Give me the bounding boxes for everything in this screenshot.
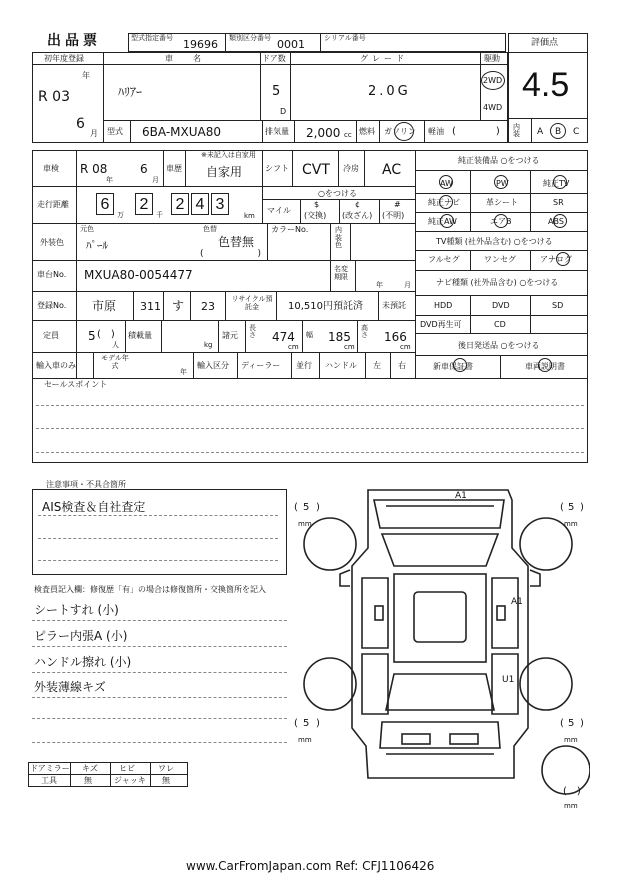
sales-point-label: セールスポイント (44, 380, 108, 389)
fuel-label: 燃料 (359, 127, 375, 136)
equip-genuine-aw: 純正AW (428, 217, 457, 226)
fuel-value: ガソリン (384, 127, 416, 136)
missing-value: 無 (162, 776, 170, 785)
missing-header: ドアミラー (30, 764, 70, 773)
first-reg-month: 6 (76, 116, 85, 132)
color-no-label: カラーNo. (271, 225, 309, 234)
equip-aw: AW (440, 179, 453, 188)
alter-option: (改ざん) (342, 211, 373, 220)
notes-title: 注意事項・不具合箇所 (46, 480, 126, 489)
equip-leather: 革シート (486, 198, 518, 207)
color-label: 外装色 (40, 238, 64, 247)
use-value: 自家用 (206, 165, 243, 179)
missing-value: ジャッキ (114, 776, 146, 785)
interior-color-label: 内装色 (335, 226, 342, 250)
tire-rl-depth: 5 (303, 718, 310, 729)
car-name-value: ﾊﾘｱｰ (118, 85, 143, 99)
use-label: 車歴 (166, 164, 182, 173)
parallel-option: 並行 (296, 361, 312, 370)
displacement-value: 2,000 (306, 126, 341, 140)
mileage-digit: 6 (96, 193, 114, 215)
drive-2wd: 2WD (483, 76, 503, 85)
handle-label: ハンドル (325, 361, 357, 370)
grade-value: 4.5 (522, 66, 570, 104)
color-value: ﾊﾟｰﾙ (86, 239, 108, 252)
name-change-label: 名変期限 (334, 265, 348, 282)
handle-left: 左 (373, 361, 381, 370)
fuel-mark (394, 122, 414, 141)
tv-analog: アナログ (540, 255, 572, 264)
height-value: 166 (384, 330, 407, 344)
import-class-label: 輸入区分 (197, 361, 229, 370)
dealer-option: ディーラー (241, 361, 281, 370)
missing-header: ヒビ (119, 764, 135, 773)
kata-label: 型式指定番号 (131, 34, 173, 42)
interior-label: 内装 (513, 123, 520, 138)
missing-header: ワレ (158, 764, 174, 773)
interior-mark (550, 123, 566, 139)
shaken-year: R 08 (80, 162, 108, 176)
navi-cd: CD (494, 320, 506, 329)
load-label: 積載量 (128, 331, 152, 340)
displacement-label: 排気量 (265, 127, 289, 136)
ac-label: 冷房 (343, 164, 359, 173)
sheet-title: 出品票 (47, 33, 101, 49)
rui-value: 0001 (277, 38, 305, 51)
grade-col-value: 2.0G (368, 84, 411, 99)
inspector-line-2: ピラー内張A (小) (34, 629, 128, 643)
chassis-value: MXUA80-0054477 (84, 268, 193, 282)
rui-label: 類別区分番号 (229, 34, 271, 42)
length-value: 474 (272, 330, 295, 344)
diesel-label: 軽油 (428, 127, 444, 136)
drive-2wd-mark (481, 71, 505, 90)
navi-sd: SD (552, 301, 564, 310)
navi-dvd-play: DVD再生可 (420, 320, 462, 329)
inspector-title: 検査員記入欄：修復歴「有」の場合は修復箇所・交換箇所を記入 (34, 585, 266, 594)
navi-hdd: HDD (434, 301, 453, 310)
reg-num: 311 (140, 300, 161, 313)
missing-value: 工具 (41, 776, 57, 785)
inspector-line-4: 外装薄線キズ (34, 680, 106, 694)
mileage-label: 走行距離 (37, 200, 69, 209)
equip-navi: 純正ナビ (428, 198, 460, 207)
inspector-line-1: シートすれ (小) (34, 603, 119, 617)
tv-title: TV種類 (社外品含む) ○をつける (436, 237, 553, 246)
model-value: 6BA-MXUA80 (142, 125, 221, 139)
damage-mark-side: A1 (511, 597, 523, 607)
navi-title: ナビ種類 (社外品含む) ○をつける (436, 278, 559, 287)
ac-value: AC (382, 162, 402, 178)
unpaid-label: 未預託 (382, 301, 406, 310)
color-change-value: 色替無 (218, 235, 255, 249)
first-reg-label: 初年度登録 (44, 54, 84, 63)
tv-fullseg: フルセグ (428, 255, 460, 264)
later-title: 後日発送品 ○をつける (458, 341, 540, 350)
capacity-value: 5 (88, 329, 96, 343)
door-value: 5 (272, 84, 281, 99)
recycle-value: 10,510円預託済 (288, 301, 363, 312)
model-year-label: モデル年式 (101, 354, 129, 370)
grade-label: 評価点 (531, 38, 559, 48)
car-name-label: 車 名 (165, 54, 207, 63)
tv-oneseg: ワンセグ (484, 255, 516, 264)
reg-kana: す (172, 299, 185, 313)
serial-label: シリアル番号 (324, 34, 366, 42)
recycle-label: リサイクル預託金 (231, 295, 273, 312)
shift-label: シフト (265, 164, 289, 173)
missing-value: 無 (84, 776, 92, 785)
footer-ref: www.CarFromJapan.com Ref: CFJ1106426 (186, 859, 435, 873)
tire-rr-depth: 5 (568, 718, 575, 729)
reg-city: 市原 (92, 299, 117, 313)
door-label: ドア数 (262, 54, 286, 63)
tire-fr-depth: 5 (568, 502, 575, 513)
kata-value: 19696 (183, 38, 218, 51)
equip-tv: 純正TV (543, 179, 570, 188)
grade-col-label: グレード (360, 54, 408, 63)
unknown-option: (不明) (382, 211, 405, 220)
mileage-digit: 3 (211, 193, 229, 215)
reg-no: 23 (201, 300, 215, 313)
handle-right: 右 (398, 361, 406, 370)
reg-label: 登録No. (37, 301, 67, 310)
damage-mark-front: A1 (455, 491, 467, 501)
model-label: 型式 (107, 127, 123, 136)
missing-header: キズ (82, 764, 98, 773)
equip-abs: ABS (548, 217, 564, 226)
shift-value: CVT (302, 162, 330, 178)
mileage-digit: 2 (171, 193, 189, 215)
navi-dvd: DVD (492, 301, 510, 310)
mileage-digit: 4 (191, 193, 209, 215)
mileage-digit: 2 (135, 193, 153, 215)
dims-label: 諸元 (222, 331, 238, 340)
capacity-label: 定員 (43, 331, 59, 340)
swap-option: (交換) (304, 211, 327, 220)
shaken-month: 6 (140, 162, 148, 176)
damage-mark-rear: U1 (502, 675, 515, 685)
later-manual: 車両説明書 (525, 362, 565, 371)
notes-line-1: AIS検査＆自社査定 (42, 500, 146, 514)
mile-option: マイル (267, 206, 291, 215)
later-warranty: 新車保証書 (433, 362, 473, 371)
tire-fl-depth: 5 (303, 502, 310, 513)
first-reg-year: R 03 (38, 89, 70, 105)
chassis-label: 車台No. (37, 270, 67, 279)
equip-title: 純正装備品 ○をつける (458, 156, 540, 165)
drive-label: 駆動 (484, 54, 500, 63)
equip-airbag: エアB (490, 217, 512, 226)
drive-4wd: 4WD (483, 103, 503, 112)
shaken-label: 車検 (43, 164, 59, 173)
width-value: 185 (328, 330, 351, 344)
equip-sr: SR (553, 198, 564, 207)
car-diagram (290, 478, 590, 813)
import-label: 輸入車のみ (36, 361, 76, 370)
inspector-line-3: ハンドル擦れ (小) (34, 655, 132, 669)
equip-pw: PW (496, 179, 509, 188)
